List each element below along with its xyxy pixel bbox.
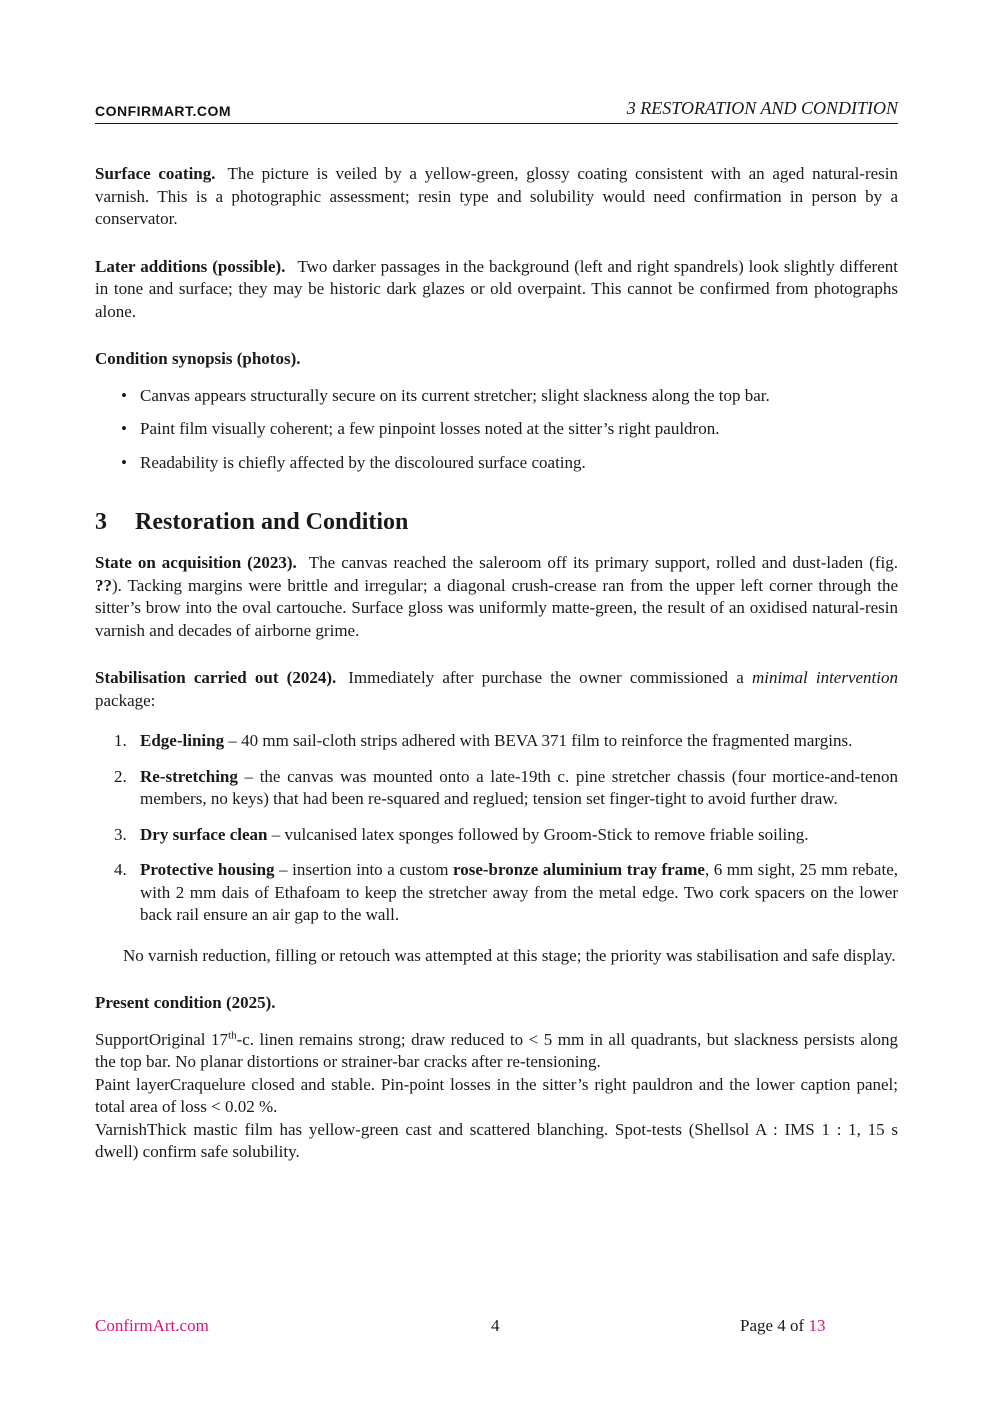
condition-term: Support [95, 1029, 149, 1049]
condition-paint-layer [95, 1074, 898, 1119]
synopsis-title: Condition synopsis (photos). [95, 349, 301, 368]
acquisition-text-b: ). Tacking margins were brittle and irregular; a diagonal crush-crease ran from the upper left corner through the sitter’s brow into the oval cartouche. Surface gloss was uniformly matte-green, the result of an oxidised natural-resin varnish and decades of airborne grime. [95, 575, 898, 640]
step-text: – the canvas was mounted onto a late-19th c. pine stretcher chassis (four mortice-and-tenon members, no keys) that had been re-squared and reglued; tension set finger-tight to avoid further draw. [140, 766, 898, 808]
stabilisation-text-b: package: [95, 690, 156, 710]
surface-coating-paragraph [95, 163, 898, 231]
step-text-a: – insertion into a custom [274, 860, 453, 879]
step-text: – 40 mm sail-cloth strips adhered with BEVA 371 film to reinforce the fragmented margins. [224, 731, 853, 750]
list-item: • Canvas appears structurally secure on its current stretcher; slight slackness along the top bar. [140, 385, 898, 408]
step-text-b: , 6 mm sight, 25 mm rebate, with 2 mm dais of Ethafoam to keep the stretcher away from the metal edge. Two cork spacers on the lower back rail ensure an air gap to the wall. [140, 860, 898, 924]
step-text: – vulcanised latex sponges followed by Groom-Stick to remove friable soiling. [267, 824, 809, 844]
page-body [95, 163, 898, 1164]
list-item: • Readability is chiefly affected by the discoloured surface coating. [140, 452, 898, 475]
stabilisation-emphasis: minimal intervention [751, 668, 898, 687]
site-logo: CONFIRMART.COM [95, 103, 232, 119]
step-term: Edge-lining [140, 731, 225, 750]
condition-text-a: Original 17 [148, 1029, 229, 1049]
condition-term: Paint layer [95, 1074, 170, 1094]
step-term: Dry surface clean [140, 824, 268, 844]
list-item [114, 824, 898, 847]
step-term: Protective housing [140, 860, 275, 879]
superscript: th [228, 1028, 237, 1041]
step-number: 3. [114, 824, 127, 844]
footer-site-link[interactable]: ConfirmArt.com [95, 1316, 209, 1335]
condition-term: Varnish [95, 1119, 147, 1139]
running-head: 3 RESTORATION AND CONDITION [626, 98, 898, 118]
step-number: 4. [114, 860, 127, 879]
page-number: 4 [491, 1316, 500, 1335]
step-term: Re-stretching [140, 766, 238, 786]
stabilisation-title: Stabilisation carried out (2024). [95, 668, 337, 687]
figure-ref: ?? [95, 575, 112, 595]
list-item [114, 730, 898, 753]
condition-varnish [95, 1119, 898, 1164]
condition-support [95, 1029, 898, 1074]
list-item: • Paint film visually coherent; a few pinpoint losses noted at the sitter’s right pauldron. [140, 418, 898, 441]
step-bold-term: rose-bronze aluminium tray frame [452, 860, 705, 879]
section-heading [95, 508, 898, 536]
acquisition-paragraph [95, 552, 898, 642]
acquisition-title: State on acquisition (2023). [95, 553, 297, 572]
present-condition-list [95, 1029, 898, 1164]
later-additions-paragraph [95, 256, 898, 324]
closing-paragraph: No varnish reduction, filling or retouch was attempted at this stage; the priority was stabilisation and safe display. [123, 945, 896, 965]
present-condition-title: Present condition (2025). [95, 993, 276, 1012]
surface-coating-title: Surface coating. [95, 164, 216, 183]
step-number: 1. [114, 731, 127, 750]
condition-text-b: -c. linen remains strong; draw reduced to < 5 mm in all quadrants, but slackness persists along the top bar. No planar distortions or strainer-bar cracks after re-tensioning. [95, 1029, 899, 1071]
page-total-link[interactable]: 13 [808, 1316, 826, 1335]
condition-text: Craquelure closed and stable. Pin-point losses in the sitter’s right pauldron and the lower caption panel; total area of loss < 0.02 %. [95, 1074, 898, 1116]
page-footer [95, 1316, 898, 1340]
section-title: Restoration and Condition [135, 509, 409, 535]
later-additions-title: Later additions (possible). [95, 256, 286, 276]
step-number: 2. [114, 766, 127, 786]
condition-text: Thick mastic film has yellow-green cast and scattered blanching. Spot-tests (Shellsol A : IMS 1 : 1, 15 s dwell) confirm safe solubility. [95, 1119, 898, 1161]
page-prefix: Page 4 of [740, 1316, 809, 1335]
list-item [114, 766, 898, 811]
later-additions-text: Two darker passages in the background (left and right spandrels) look slightly different in tone and surface; they may be historic dark glazes or old overpaint. This cannot be confirmed from photographs alone. [95, 256, 898, 321]
list-item [114, 859, 898, 927]
stabilisation-steps [95, 730, 898, 927]
page-header [95, 99, 898, 124]
section-number: 3 [95, 509, 107, 535]
stabilisation-paragraph [95, 667, 898, 712]
stabilisation-text-a: Immediately after purchase the owner commissioned a [348, 668, 752, 687]
synopsis-list [95, 385, 898, 475]
surface-coating-text: The picture is veiled by a yellow-green, glossy coating consistent with an aged natural-resin varnish. This is a photographic assessment; resin type and solubility would need confirmation in person by a conservator. [95, 164, 898, 228]
page-count [740, 1316, 825, 1336]
acquisition-text-a: The canvas reached the saleroom off its primary support, rolled and dust-laden (fig. [308, 553, 898, 572]
